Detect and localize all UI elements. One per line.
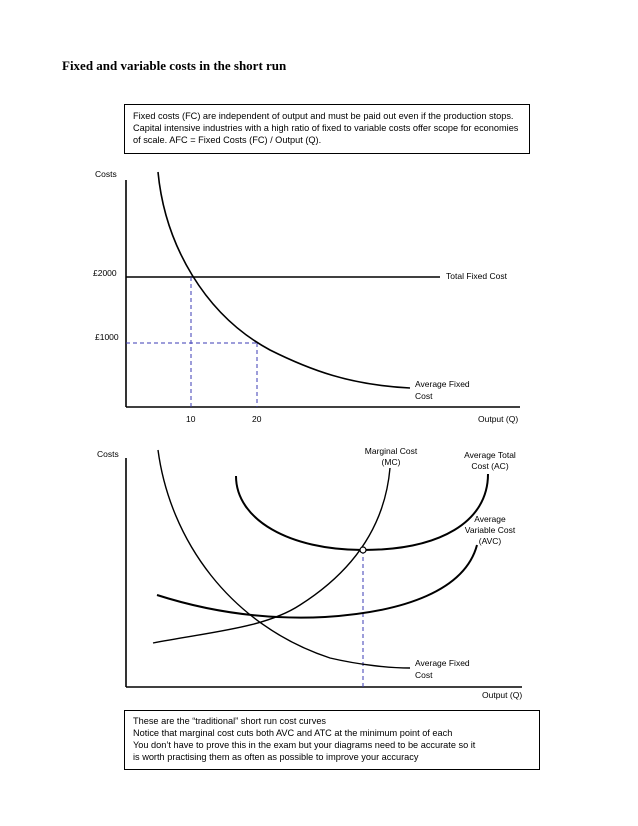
chart1-y-tick-1000: £1000: [95, 332, 119, 342]
chart2-afc-label-2: Cost: [415, 670, 433, 680]
chart2-x-axis-label: Output (Q): [482, 690, 523, 700]
chart2-avc-label-2: Variable Cost: [464, 525, 516, 535]
chart2-mc-label-1: Marginal Cost: [364, 446, 418, 456]
notes-line-1: These are the “traditional” short run cost curves: [133, 716, 327, 726]
chart1-afc-label-2: Cost: [415, 391, 433, 401]
chart2-mc-label-2: (MC): [381, 457, 401, 467]
chart2-afc-label-1: Average Fixed: [415, 658, 470, 668]
notes-text-box: [124, 710, 540, 770]
chart1-y-axis-label: Costs: [95, 169, 117, 179]
chart2-avc-label-1: Average: [474, 514, 506, 524]
notes-line-3: You don’t have to prove this in the exam but your diagrams need to be accurate so it: [133, 740, 476, 750]
notes-line-4: is worth practising them as often as possible to improve your accuracy: [133, 752, 419, 762]
chart2-average-variable-cost-curve: [157, 545, 477, 618]
chart2-y-axis-label: Costs: [97, 449, 119, 459]
page-title: Fixed and variable costs in the short run: [62, 58, 287, 73]
chart1-x-tick-10: 10: [186, 414, 196, 424]
chart1-average-fixed-cost-curve: [158, 172, 410, 388]
chart1-afc-diagram: [93, 169, 520, 424]
chart2-atc-label-1: Average Total: [464, 450, 516, 460]
chart2-average-total-cost-curve: [236, 474, 488, 550]
notes-line-2: Notice that marginal cost cuts both AVC and ATC at the minimum point of each: [133, 728, 453, 738]
chart1-afc-label-1: Average Fixed: [415, 379, 470, 389]
chart2-avc-label-3: (AVC): [478, 536, 502, 546]
chart1-x-axis-label: Output (Q): [478, 414, 519, 424]
chart1-y-tick-2000: £2000: [93, 268, 117, 278]
chart1-x-tick-20: 20: [252, 414, 262, 424]
chart2-cost-curves-diagram: [97, 446, 522, 700]
chart2-atc-label-2: Cost (AC): [471, 461, 509, 471]
intro-text: Fixed costs (FC) are independent of output and must be paid out even if the production stops. Capital intensive industries with a high ratio of fixed to variable costs offer scope for economies of scale. AFC = Fixed Costs (FC) / Output (Q).: [133, 111, 519, 145]
chart1-tfc-label: Total Fixed Cost: [446, 271, 507, 281]
chart2-mc-atc-intersection-point: [360, 547, 366, 553]
